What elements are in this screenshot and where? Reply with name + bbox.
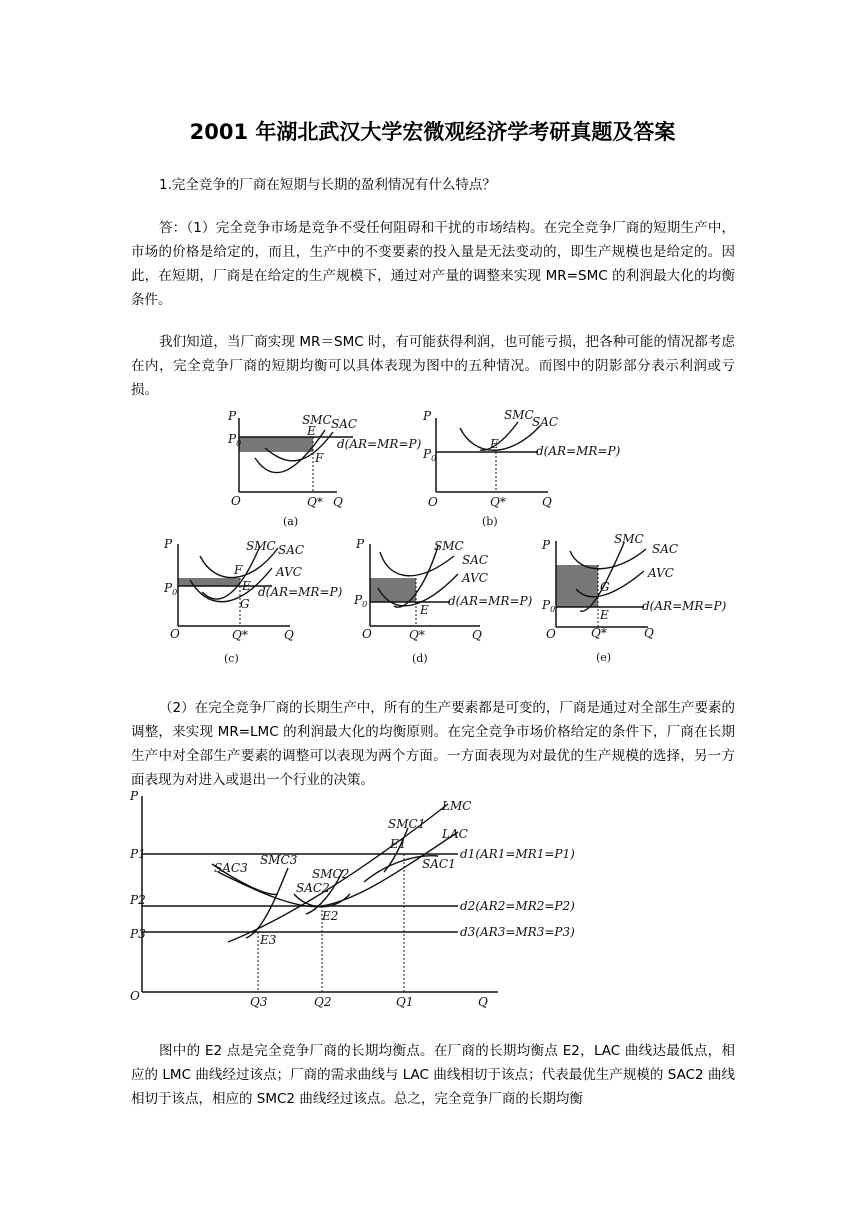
g-label: G (600, 580, 610, 594)
loss-area (556, 565, 598, 607)
sac3-label: SAC3 (214, 861, 248, 875)
avc-label: AVC (276, 565, 302, 579)
d3-label: d3(AR3=MR3=P3) (460, 925, 575, 939)
axis-q-label: Q (542, 495, 552, 509)
figure-e (540, 532, 730, 668)
answer-paragraph-2: 我们知道，当厂商实现 MR＝SMC 时，有可能获得利润，也可能亏损，把各种可能的情况都考虑在内，完全竞争厂商的短期均衡可以具体表现为图中的五种情况。而图中的阴影部分表示利润或亏损。 (131, 334, 735, 398)
page-title: 2001 年湖北武汉大学宏微观经济学考研真题及答案 (189, 120, 676, 144)
e-label: E (490, 437, 499, 451)
qstar-label: Q* (591, 626, 607, 640)
p3-label: P3 (130, 927, 146, 941)
axis-p-label: P (228, 409, 237, 423)
d-line-label: d(AR=MR=P) (642, 599, 727, 613)
avc-label: AVC (462, 571, 488, 585)
answer-paragraph-1: 答：（1）完全竞争市场是竞争不受任何阻碍和干扰的市场结构。在完全竞争厂商的短期生产中，市场的价格是给定的，而且，生产中的不变要素的投入量是无法变动的，即生产规模也是给定的。因此，在短期，厂商是在给定的生产规模下，通过对产量的调整来实现 MR=SMC 的利润最大化的均衡条件。 (131, 220, 735, 308)
answer-paragraph-4: 图中的 E2 点是完全竞争厂商的长期均衡点。在厂商的长期均衡点 E2，LAC 曲线达最低点，相应的 LMC 曲线经过该点；厂商的需求曲线与 LAC 曲线相切于该点；代表最优生产规模的 SAC2 曲线相切于该点，相应的 SMC2 曲线经过该点。总之，完全竞争厂商的长期均衡 (131, 1043, 735, 1107)
axis-q-label: Q (284, 628, 294, 642)
loss-area (370, 578, 416, 602)
smc3-curve (246, 868, 288, 938)
sac-label: SAC (652, 542, 679, 556)
qstar-label: Q* (307, 495, 323, 509)
p0-label: $P_0$ (542, 598, 556, 614)
profit-area (239, 437, 313, 452)
q2-label: Q2 (314, 995, 332, 1009)
d-line-label: d(AR=MR=P) (448, 594, 533, 608)
figure-long-run (128, 789, 598, 1014)
axis-q-label: Q (478, 995, 488, 1009)
smc2-label: SMC2 (312, 867, 350, 881)
p0-label: $P_0$ (354, 593, 368, 609)
origin-label: O (231, 494, 241, 508)
origin-label: O (362, 627, 372, 641)
avc-label: AVC (648, 566, 674, 580)
p0-label: $P_0$ (164, 581, 178, 597)
e2-label: E2 (322, 909, 339, 923)
figure-d (350, 538, 540, 668)
qstar-label: Q* (232, 628, 248, 642)
d-line-label: d(AR=MR=P) (258, 585, 343, 599)
p0-label: $P_0$ (228, 432, 242, 448)
e-label: E (420, 603, 429, 617)
caption-a: (a) (283, 515, 299, 528)
q3-label: Q3 (250, 995, 268, 1009)
d-line-label: d(AR=MR=P) (536, 444, 621, 458)
smc-label: SMC (614, 532, 644, 546)
sac-label: SAC (532, 415, 559, 429)
answer-paragraph-3: （2）在完全竞争厂商的长期生产中，所有的生产要素都是可变的，厂商是通过对全部生产要素的调整，来实现 MR=LMC 的利润最大化的均衡原则。在完全竞争市场价格给定的条件下，厂商在长期生产中对全部生产要素的调整可以表现为两个方面。一方面表现为对最优的生产规模的选择，另一方面表现为对进入或退出一个行业的决策。 (131, 700, 735, 788)
question-1-text: 1.完全竞争的厂商在短期与长期的盈利情况有什么特点？ (159, 177, 496, 193)
smc1-label: SMC1 (388, 817, 426, 831)
p1-label: P1 (130, 847, 146, 861)
origin-label: O (428, 495, 438, 509)
e-label: E (242, 579, 251, 593)
axis-p-label: P (164, 537, 173, 551)
sac-label: SAC (331, 417, 358, 431)
p0-label: $P_0$ (423, 447, 437, 463)
q1-label: Q1 (396, 995, 414, 1009)
sac1-label: SAC1 (422, 857, 456, 871)
axis-p-label: P (130, 789, 139, 803)
d1-label: d1(AR1=MR1=P1) (460, 847, 575, 861)
sac-curve (380, 552, 454, 576)
e1-label: E1 (390, 837, 407, 851)
sac-label: SAC (278, 543, 305, 557)
caption-d: (d) (412, 652, 428, 665)
figure-c (160, 537, 343, 668)
smc3-label: SMC3 (260, 853, 298, 867)
f-label: F (315, 451, 324, 465)
caption-e: (e) (596, 651, 612, 664)
sac-curve (460, 426, 540, 450)
f-label: F (234, 563, 243, 577)
axis-q-label: Q (644, 626, 654, 640)
smc-label: SMC (434, 539, 464, 553)
qstar-label: Q* (409, 628, 425, 642)
g-label: G (240, 597, 250, 611)
axis-q-label: Q (472, 628, 482, 642)
e3-label: E3 (260, 933, 277, 947)
smc-label: SMC (302, 413, 332, 427)
axis-p-label: P (542, 538, 551, 552)
e-label: E (600, 608, 609, 622)
origin-label: O (170, 627, 180, 641)
figure-b (420, 410, 620, 530)
smc-label: SMC (246, 539, 276, 553)
qstar-label: Q* (490, 495, 506, 509)
lac-label: LAC (442, 827, 468, 841)
d2-label: d2(AR2=MR2=P2) (460, 899, 575, 913)
question-1 (131, 173, 735, 197)
axis-p-label: P (423, 409, 432, 423)
d-line-label: d(AR=MR=P) (337, 437, 422, 451)
figure-a (225, 409, 422, 530)
origin-label: O (546, 627, 556, 641)
sac-label: SAC (462, 553, 489, 567)
caption-c: (c) (224, 652, 239, 665)
loss-area (178, 578, 240, 586)
axis-q-label: Q (333, 495, 343, 509)
lmc-label: LMC (442, 799, 472, 813)
smc-label: SMC (504, 408, 534, 422)
origin-label: O (130, 989, 140, 1003)
p2-label: P2 (130, 893, 146, 907)
caption-b: (b) (482, 515, 498, 528)
e-label: E (307, 424, 316, 438)
sac2-label: SAC2 (296, 881, 330, 895)
axis-p-label: P (356, 537, 365, 551)
